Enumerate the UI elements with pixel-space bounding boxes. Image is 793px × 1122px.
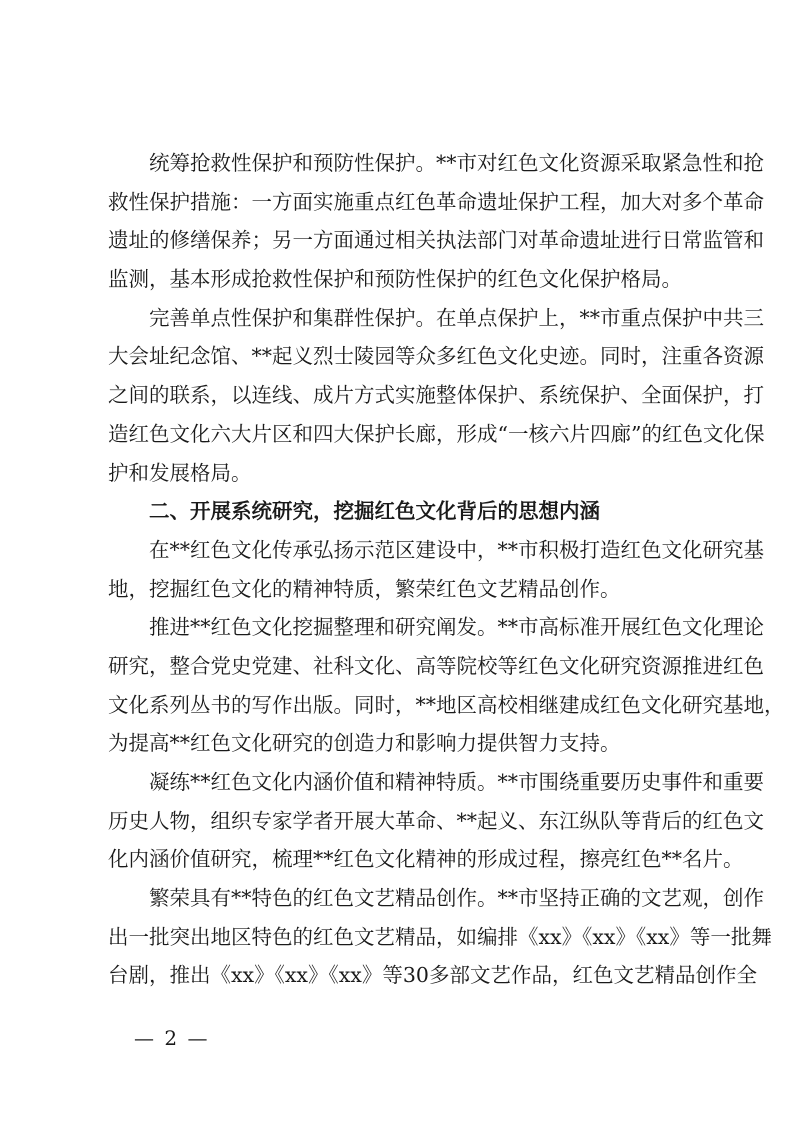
page-number: — 2 — bbox=[134, 1026, 210, 1050]
text-line: 护和发展格局。 bbox=[108, 460, 252, 485]
paragraph bbox=[108, 144, 764, 299]
text-line: 文化系列丛书的写作出版。同时，**地区高校相继建成红色文化研究基地， bbox=[108, 692, 785, 717]
text-line: 推进**红色文化挖掘整理和研究阐发。**市高标准开展红色文化理论 bbox=[149, 615, 764, 640]
text-line: 繁荣具有**特色的红色文艺精品创作。**市坚持正确的文艺观，创作 bbox=[149, 886, 764, 911]
text-line: 化内涵价值研究，梳理**红色文化精神的形成过程，擦亮红色**名片。 bbox=[108, 847, 744, 872]
text-line: 造红色文化六大片区和四大保护长廊，形成“一核六片四廊”的红色文化保 bbox=[108, 421, 765, 446]
text-line: 台剧，推出《xx》《xx》《xx》等30多部文艺作品，红色文艺精品创作全 bbox=[108, 963, 757, 988]
document-body bbox=[108, 144, 785, 995]
text-line: 遗址的修缮保养；另一方面通过相关执法部门对革命遗址进行日常监管和 bbox=[108, 228, 764, 253]
paragraph bbox=[108, 299, 765, 492]
text-line: 出一批突出地区特色的红色文艺精品，如编排《xx》《xx》《xx》等一批舞 bbox=[108, 924, 772, 949]
text-line: 历史人物，组织专家学者开展大革命、**起义、东江纵队等背后的红色文 bbox=[108, 808, 764, 833]
text-line: 救性保护措施：一方面实施重点红色革命遗址保护工程，加大对多个革命 bbox=[108, 189, 764, 214]
text-line: 凝练**红色文化内涵价值和精神特质。**市围绕重要历史事件和重要 bbox=[149, 770, 764, 794]
text-line: 研究，整合党史党建、社科文化、高等院校等红色文化研究资源推进红色 bbox=[108, 653, 764, 678]
paragraph bbox=[108, 763, 764, 879]
text-line: 为提高**红色文化研究的创造力和影响力提供智力支持。 bbox=[108, 731, 621, 756]
text-line: 在**红色文化传承弘扬示范区建设中，**市积极打造红色文化研究基 bbox=[149, 537, 764, 562]
text-line: 之间的联系，以连线、成片方式实施整体保护、系统保护、全面保护，打 bbox=[108, 383, 764, 408]
text-line: 完善单点性保护和集群性保护。在单点保护上，**市重点保护中共三 bbox=[149, 305, 764, 330]
text-line: 统筹抢救性保护和预防性保护。**市对红色文化资源采取紧急性和抢 bbox=[149, 151, 764, 175]
text-line: 地，挖掘红色文化的精神特质，繁荣红色文艺精品创作。 bbox=[108, 576, 621, 601]
paragraph bbox=[108, 608, 785, 763]
text-line: 大会址纪念馆、**起义烈士陵园等众多红色文化史迹。同时，注重各资源 bbox=[108, 344, 764, 369]
paragraph bbox=[108, 531, 764, 608]
paragraph bbox=[108, 879, 772, 995]
text-line: 监测，基本形成抢救性保护和预防性保护的红色文化保护格局。 bbox=[108, 267, 682, 292]
section-heading: 二、开展系统研究，挖掘红色文化背后的思想内涵 bbox=[149, 499, 600, 524]
